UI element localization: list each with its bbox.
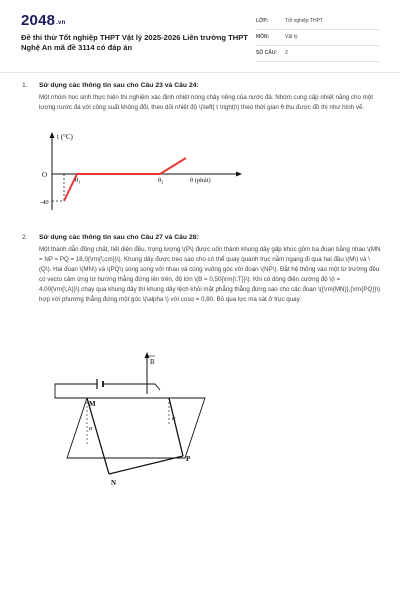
question-heading: Sử dụng các thông tin sau cho Câu 23 và Câu 24: xyxy=(39,82,199,89)
y-axis-arrow xyxy=(50,132,55,138)
temperature-curve xyxy=(64,158,186,201)
segment-pq xyxy=(169,398,183,456)
alpha-label: α xyxy=(172,415,176,422)
theta1-label: $\theta_1$ xyxy=(75,177,81,185)
meta-value: 2 xyxy=(285,50,288,56)
alpha-label: α xyxy=(89,425,93,432)
site-logo[interactable] xyxy=(21,12,64,29)
meta-row-class xyxy=(256,14,380,30)
x-axis-arrow xyxy=(236,172,242,177)
circuit-wire xyxy=(55,384,97,398)
segment-np xyxy=(109,456,183,474)
question-number: 2. xyxy=(22,234,28,241)
header-divider xyxy=(0,72,400,73)
y-tick-label: -40 xyxy=(40,199,49,206)
meta-key: LỚP: xyxy=(256,18,269,24)
wire-frame-diagram xyxy=(45,344,215,514)
circuit-wire xyxy=(103,384,160,390)
point-n-label: N xyxy=(111,479,117,487)
logo-text: 2048 xyxy=(21,12,56,29)
segment-mn xyxy=(87,398,109,474)
frame-plane xyxy=(67,398,205,458)
x-axis-label: θ (phút) xyxy=(190,177,211,184)
question-body: Một thanh dẫn đồng chất, tiết diện đều, trọng lượng \(P\) được uốn thành khung dây gấp khúc gồm ba đoạn bằng nhau \(MN = NP = PQ = 16,0{\rm{\;cm}}\). Khung dây được treo sao cho có thể quay quanh trục nằm ngang đi qua hai đầu \(M\) và \(Q\). Hai đoạn \(MN\) và \(PQ\) song song với nhau và cùng vuông góc với đoạn \(NP\). Đặt hệ thống vào một từ trường đều có vecto cảm ứng từ hướng thẳng đứng lên trên, độ lớn \(B = 0,50{\rm{\;T}}\). Khi có dòng điện cường độ \(I = 4,00{\rm{\;A}}\) chạy qua khung dây thì khung dây lệch khỏi mặt phẳng thẳng đứng sao cho các đoạn \({\rm{MN}},{\rm{PQ}}\) hợp với phương thẳng đứng một góc \(\alpha \) với cosα = 0,80. Bỏ qua lực ma sát ở trục quay. xyxy=(39,246,381,303)
meta-row-count xyxy=(256,46,380,62)
meta-key: SỐ CÂU: xyxy=(256,50,278,56)
question-heading: Sử dụng các thông tin sau cho Câu 27 và Câu 28: xyxy=(39,234,199,241)
logo-suffix: .vn xyxy=(56,20,66,26)
meta-table xyxy=(256,14,380,62)
question-number: 1. xyxy=(22,82,28,89)
page-header xyxy=(0,0,400,68)
meta-key: MÔN: xyxy=(256,34,270,40)
meta-value: Tốt nghiệp THPT xyxy=(285,18,323,24)
question-body: Một nhóm học sinh thực hiện thí nghiệm xác định nhiệt nóng chảy riêng của nước đá. Nhóm cung cấp nhiệt năng cho một lượng nước đá với công suất không đổi, theo dõi nhiệt độ \(\left( t \right)\) theo thời gian θ thu được đồ thị như hình vẽ. xyxy=(39,94,373,111)
exam-title: Đề thi thử Tốt nghiệp THPT Vật lý 2025-2026 Liên trường THPT Nghệ An mã đề 3114 có đáp án xyxy=(21,33,248,52)
theta2-label: $\theta_2$ xyxy=(158,177,164,185)
y-axis-label: t (°C) xyxy=(57,133,73,141)
meta-row-subject xyxy=(256,30,380,46)
point-p-label: P xyxy=(186,455,191,463)
point-m-label: M xyxy=(89,400,96,408)
meta-value: Vật lý xyxy=(285,34,298,40)
b-vector-arrow xyxy=(145,352,150,358)
temperature-time-graph xyxy=(30,130,250,220)
b-label: B xyxy=(150,358,155,366)
origin-label: O xyxy=(42,171,48,179)
